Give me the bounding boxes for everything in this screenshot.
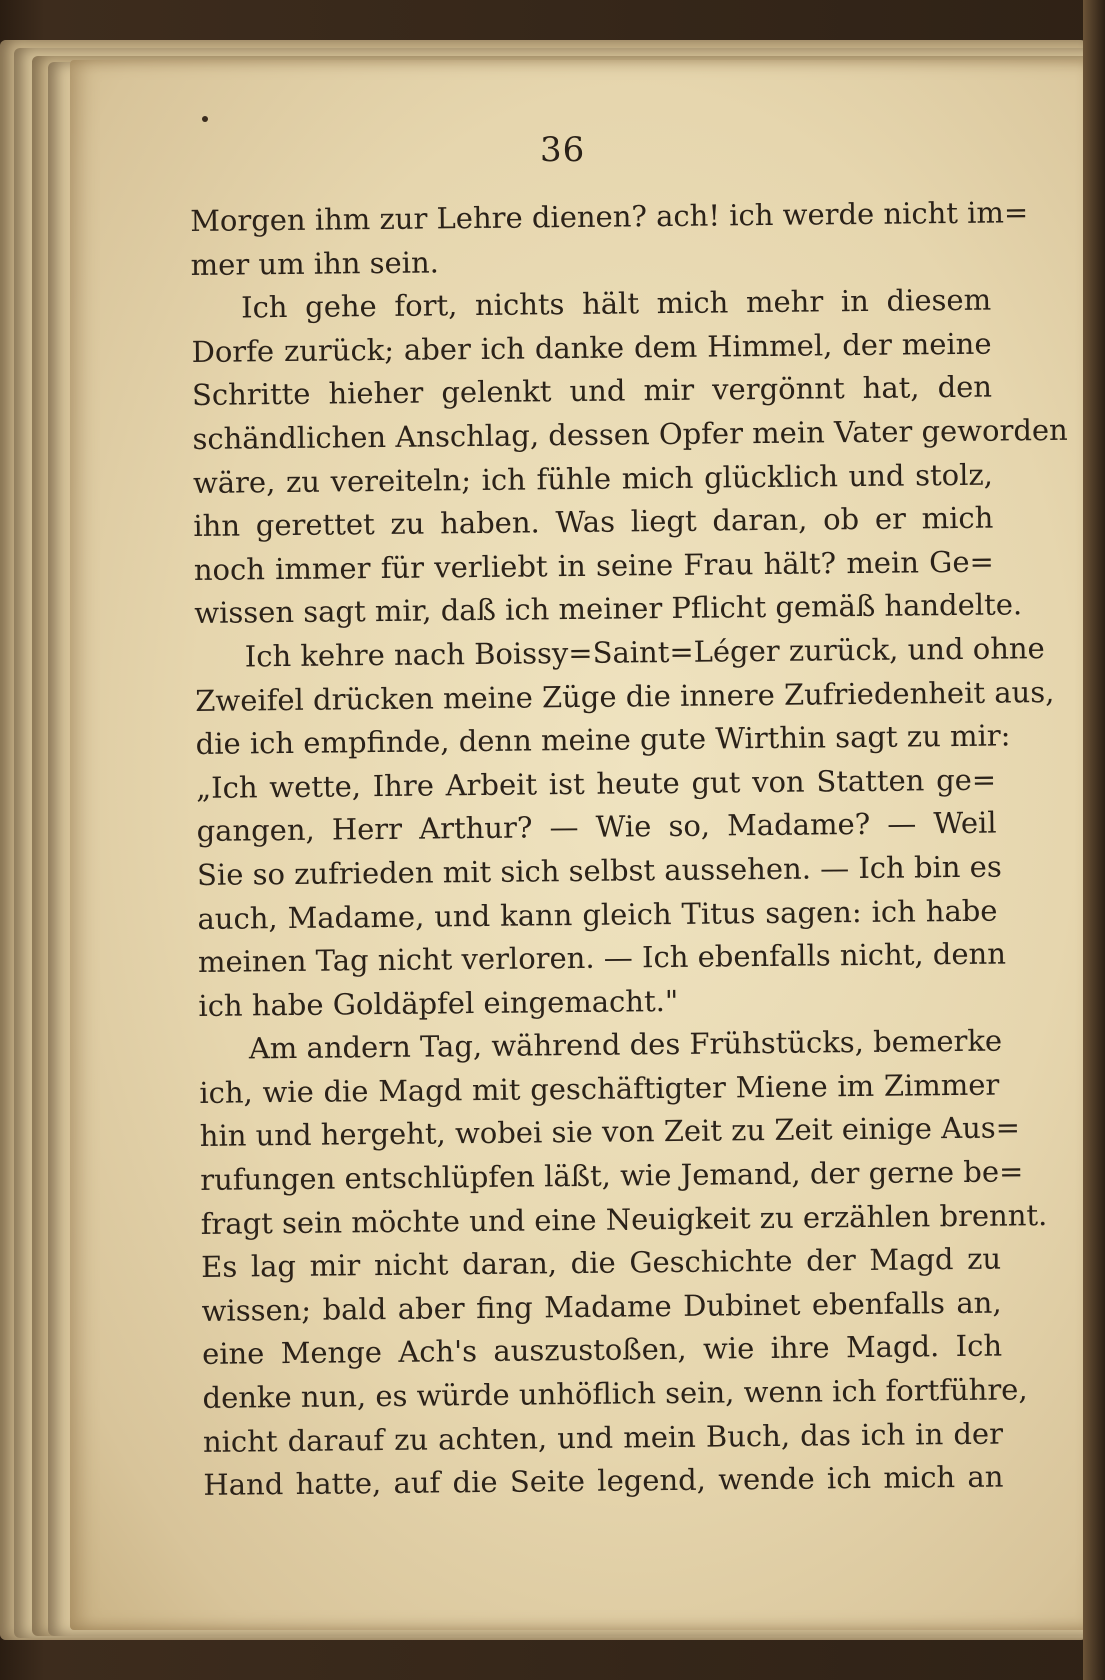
text-line: Es lag mir nicht daran, die Geschichte der Magd zu (200, 1241, 1002, 1285)
text-line: wäre, zu vereiteln; ich fühle mich glücklich und stolz, (192, 457, 994, 500)
text-line: auch, Madame, und kann gleich Titus sagen: ich habe (197, 893, 998, 936)
book-page (70, 60, 1095, 1630)
text-line: ich, wie die Magd mit geschäftigter Miene im Zimmer (199, 1067, 1000, 1110)
text-line: ihn gerettet zu haben. Was liegt daran, ob er mich (193, 500, 994, 544)
book-spine-shadow (1083, 0, 1105, 1680)
text-line: Morgen ihm zur Lehre dienen? ach! ich werde nicht im= (190, 195, 1029, 238)
text-line: ich habe Goldäpfel eingemacht." (198, 983, 679, 1023)
text-line: Dorfe zurück; aber ich danke dem Himmel, der meine (191, 326, 992, 369)
text-line: Ich kehre nach Boissy=Saint=Léger zurück, und ohne (244, 631, 1045, 674)
text-line: mer um ihn sein. (190, 244, 440, 282)
text-line: fragt sein möchte und eine Neuigkeit zu erzählen brennt. (200, 1197, 1048, 1241)
text-line: „Ich wette, Ihre Arbeit ist heute gut von Statten ge= (195, 762, 997, 805)
text-line: wissen; bald aber fing Madame Dubinet ebenfalls an, (201, 1285, 1002, 1328)
text-line: wissen sagt mir, daß ich meiner Pflicht gemäß handelte. (194, 587, 1023, 631)
text-line: Zweifel drücken meine Züge die innere Zufriedenheit aus, (195, 674, 1055, 718)
text-line: gangen, Herr Arthur? — Wie so, Madame? — Weil (196, 805, 997, 849)
ink-speck (202, 116, 208, 122)
text-line: Schritte hieher gelenkt und mir vergönnt hat, den (191, 369, 993, 413)
text-line: rufungen entschlüpfen läßt, wie Jemand, der gerne be= (200, 1154, 1024, 1198)
text-line: Sie so zufrieden mit sich selbst aussehen. — Ich bin es (196, 849, 1002, 892)
text-line: eine Menge Ach's auszustoßen, wie ihre Magd. Ich (201, 1328, 1003, 1372)
text-line: Am andern Tag, während des Frühstücks, bemerke (248, 1023, 1003, 1066)
text-line: schändlichen Anschlag, dessen Opfer mein Vater geworden (192, 412, 1068, 456)
text-line: hin und hergeht, wobei sie von Zeit zu Zeit einige Aus= (199, 1110, 1021, 1154)
text-line: die ich empfinde, denn meine gute Wirthin sagt zu mir: (195, 718, 1011, 762)
text-line: meinen Tag nicht verloren. — Ich ebenfalls nicht, denn (197, 936, 1007, 980)
body-text (190, 192, 1068, 1508)
page-number: 36 (540, 130, 586, 170)
text-line: noch immer für verliebt in seine Frau hält? mein Ge= (193, 544, 995, 587)
text-line: Ich gehe fort, nichts hält mich mehr in diesem (240, 282, 992, 325)
text-line: Hand hatte, auf die Seite legend, wende ich mich an (203, 1459, 1004, 1503)
text-line: nicht darauf zu achten, und mein Buch, das ich in der (202, 1416, 1004, 1459)
text-line: denke nun, es würde unhöflich sein, wenn ich fortführe, (202, 1372, 1028, 1415)
